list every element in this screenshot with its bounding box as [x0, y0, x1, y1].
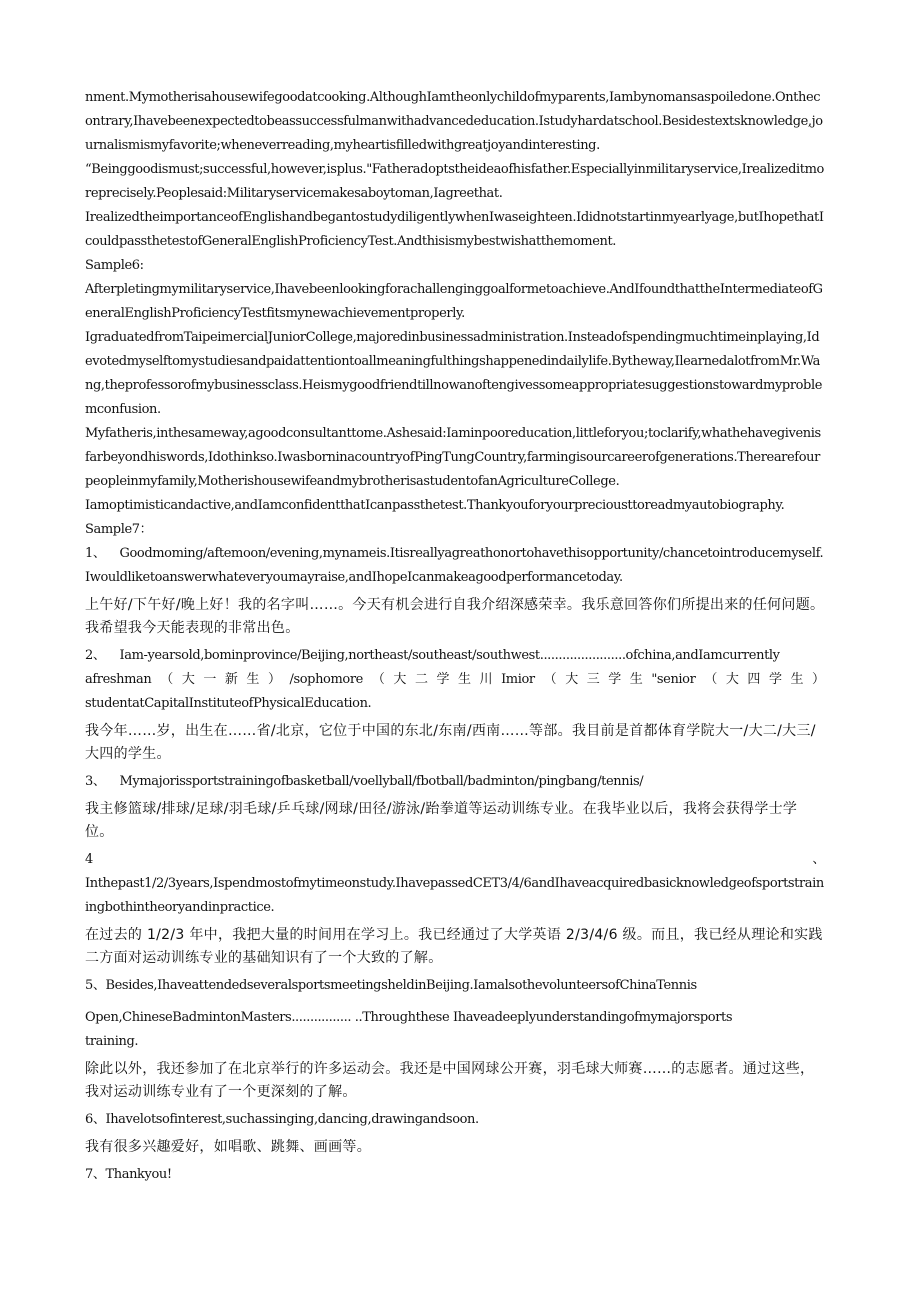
item-2-token: ） — [812, 672, 825, 687]
item-5-english-line1: 5、Besides,IhaveattendedseveralsportsmeetingsheldinBeijing.IamalsothevolunteersofChinaTennis — [85, 978, 697, 993]
item-2-token: 一 — [203, 672, 216, 687]
item-2-english-line2 — [85, 668, 825, 692]
paragraph-english-study: IrealizedtheimportanceofEnglishandbegantostudydiligentlywhenIwaseighteen.Ididnotstartinmyearlyage,butIhopethatIcouldpassthetestofGeneralEnglishProficiencyTest.Andthisismybestwishatthemoment. — [85, 210, 824, 249]
item-2-token: 学 — [436, 672, 450, 687]
item-2-token: （ — [543, 672, 557, 687]
paragraph-college: IgraduatedfromTaipeimercialJuniorCollege,majoredinbusinessadministration.Insteadofspendingmuchtimeinplaying,Idevotedmyselftomystudiesandpaidattentiontoallmeaningfulthingshappenedindailylife.Bytheway,IlearnedalotfromMr.Wang,theprofessorofmybusinessclass.Heismygoodfriendtillnowanoftengivessomeappropriatesuggestionstowardmyproblemconfusion. — [85, 330, 823, 417]
item-2-token: 生 — [458, 672, 471, 687]
item-6-english: 6、Ihavelotsofinterest,suchassinging,dancing,drawingandsoon. — [85, 1112, 479, 1127]
item-2-english-line1 — [85, 644, 825, 668]
item-2-token: 川 — [479, 672, 493, 687]
document-page — [85, 86, 825, 1187]
paragraph-father-quote: “Beinggoodismust;successful,however,isplus."Fatheradoptstheideaofhisfather.Especiallyinmilitaryservice,Irealizeditmoreprecisely.Peoplesaid:Militaryservicemakesaboytoman,Iagreethat. — [85, 162, 824, 201]
item-2-token: 大 — [565, 672, 578, 687]
item-4-mark: 、 — [812, 852, 825, 867]
item-4-chinese: 在过去的 1/2/3 年中，我把大量的时间用在学习上。我已经通过了大学英语 2/3/4/6 级。而且，我已经从理论和实践二方面对运动训练专业的基础知识有了一个大致的了解。 — [85, 927, 823, 966]
item-2-token: Imior — [501, 672, 535, 687]
item-2-token: 新 — [224, 672, 238, 687]
item-2-token: "senior — [651, 672, 696, 687]
item-6-chinese: 我有很多兴趣爱好，如唱歌、跳舞、画画等。 — [85, 1139, 371, 1155]
item-1-chinese: 上午好/下午好/晚上好！我的名字叫……。今天有机会进行自我介绍深感荣幸。我乐意回答你们所提出来的任何问题。我希望我今天能表现的非常出色。 — [85, 597, 825, 636]
item-4-number-line — [85, 848, 825, 872]
item-2-chinese: 我今年……岁，出生在……省/北京，它位于中国的东北/东南/西南……等部。我目前是首都体育学院大一/大二/大三/大四的学生。 — [85, 723, 816, 762]
item-2-english-line3: studentatCapitalInstituteofPhysicalEducation. — [85, 696, 372, 711]
item-2-token: afreshman — [85, 672, 152, 687]
item-2-number: 2、 — [85, 648, 106, 663]
item-1-english — [85, 542, 825, 590]
item-5-chinese: 除此以外，我还参加了在北京举行的许多运动会。我还是中国网球公开赛，羽毛球大师赛……的志愿者。通过这些，我对运动训练专业有了一个更深刻的了解。 — [85, 1061, 815, 1100]
item-2-token: 大 — [725, 672, 739, 687]
item-3-chinese: 我主修篮球/排球/足球/羽毛球/乒乓球/网球/田径/游泳/跆拳道等运动训练专业。在我毕业以后，我将会获得学士学位。 — [85, 801, 798, 840]
paragraph-father-consultant: Myfatheris,inthesameway,agoodconsultanttome.Ashesaid:Iaminpooreducation,littleforyou;toclarify,whathehavegivenisfarbeyondhiswords,Idothinkso.IwasborninacountryofPingTungCountry,farmingisourcareerofgenerations.Therearefourpeopleinmyfamily,MotherishousewifeandmybrotherisastudentofanAgricultureCollege. — [85, 426, 821, 489]
item-3-number: 3、 — [85, 774, 106, 789]
item-2-token: 大 — [181, 672, 195, 687]
item-2-token: 学 — [768, 672, 782, 687]
paragraph-family: nment.Mymotherisahousewifegoodatcooking.AlthoughIamtheonlychildofmyparents,Iambynomansaspoiledone.Onthecontrary,Ihavebeenexpectedtobeassuccessfulmanwithadvancededucation.Istudyhardatschool.Besidestextsknowledge,journalismismyfavorite;wheneverreading,myheartisfilledwithgreatjoyandinteresting. — [85, 90, 823, 153]
item-2-token: 四 — [747, 672, 761, 687]
item-2-text: Iam-yearsold,bominprovince/Beijing,northeast/southeast/southwest.......................ofchina,andIamcurrently — [119, 648, 780, 663]
item-7-english: 7、Thankyou! — [85, 1167, 172, 1182]
item-2-token: （ — [160, 672, 173, 687]
paragraph-military-service: Afterpletingmymilitaryservice,Ihavebeenlookingforachallenginggoalformetoachieve.AndIfoundthattheIntermediateofGeneralEnglishProficiencyTestfitsmynewachievementproperly. — [85, 282, 823, 321]
item-1-number: 1、 — [85, 546, 106, 561]
item-2-token: 大 — [393, 672, 407, 687]
sample7-heading: Sample7： — [85, 522, 153, 537]
item-5-english-line2: Open,ChineseBadmintonMasters................ ..Throughthese Ihaveadeeplyunderstandingofmymajorsports — [85, 1010, 733, 1025]
item-4-english: Inthepast1/2/3years,Ispendmostofmytimeonstudy.IhavepassedCET3∕4∕6andIhaveacquiredbasicknowledgeofsportstrainingbothintheoryandinpractice. — [85, 876, 824, 915]
item-2-token: 生 — [629, 672, 643, 687]
item-3-text: Mymajorissportstrainingofbasketball∕voellyball∕fbotball∕badminton∕pingbang∕tennis∕ — [119, 774, 644, 789]
item-2-token: 三 — [586, 672, 600, 687]
item-2-token: 生 — [246, 672, 260, 687]
item-2-token: ） — [267, 672, 281, 687]
item-1-text: Goodmoming/aftemoon/evening,mynameis.Itisreallyagreathonortohavethisopportunity/chancetointroducemyself.Iwouldliketoanswerwhateveryoumayraise,andIhopeIcanmakeagoodperformancetoday. — [85, 546, 824, 585]
item-2-token: （ — [704, 672, 717, 687]
sample6-heading: Sample6: — [85, 258, 144, 273]
item-5-english-line3: training. — [85, 1034, 139, 1049]
item-2-token: ∕sophomore — [289, 672, 363, 687]
item-2-token: 二 — [414, 672, 428, 687]
item-2-token: 学 — [608, 672, 621, 687]
paragraph-optimistic: Iamoptimisticandactive,andIamconfidentthatIcanpassthetest.Thankyouforyourpreciousttoreadmyautobiography. — [85, 498, 785, 513]
item-2-token: （ — [371, 672, 385, 687]
item-2-token: 生 — [790, 672, 804, 687]
item-3-english — [85, 770, 825, 794]
item-4-number: 4 — [85, 852, 93, 867]
